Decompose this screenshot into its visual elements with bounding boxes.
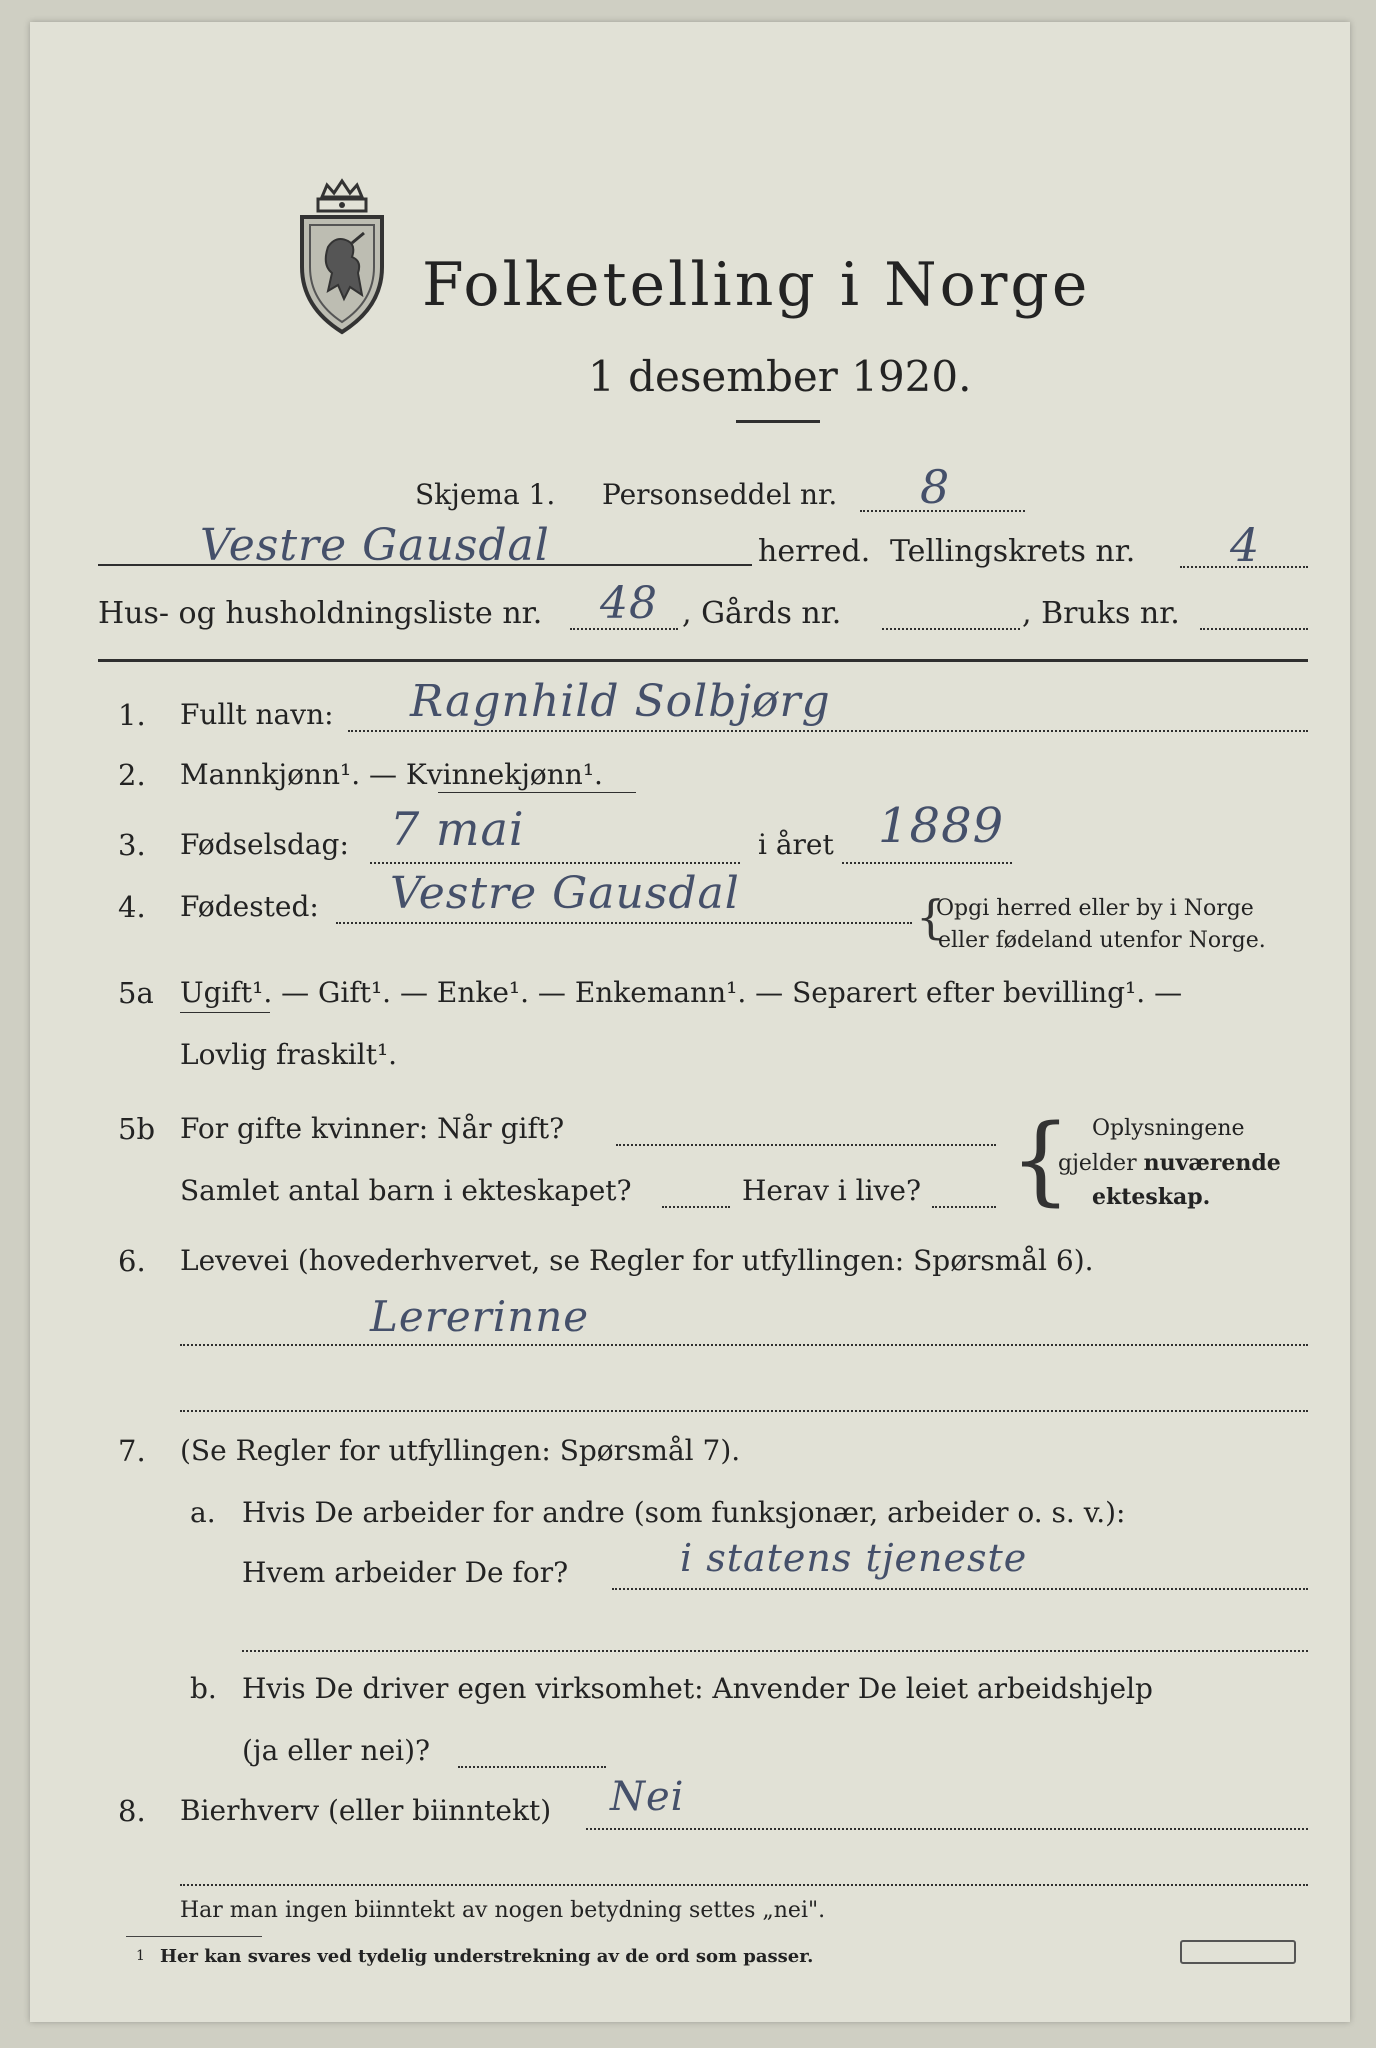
q1-value[interactable]: Ragnhild Solbjørg [410,676,831,727]
q7b-label2: (ja eller nei)? [242,1734,431,1767]
form-title: Folketelling i Norge [422,250,1091,320]
q7b-line [458,1766,606,1768]
census-form-page [30,22,1350,2022]
q3-year-value[interactable]: 1889 [878,798,1005,854]
footer-divider [126,1936,262,1937]
footnote-text: Her kan svares ved tydelig understrekning av de ord som passer. [160,1946,814,1967]
gards-label: , Gårds nr. [682,596,842,631]
q7b-number: b. [190,1672,217,1705]
printer-stamp [1180,1940,1296,1964]
q4-value[interactable]: Vestre Gausdal [390,868,740,919]
q5b-label: For gifte kvinner: Når gift? [180,1112,565,1145]
gards-line [882,628,1020,630]
q1-line [348,730,1308,732]
bruks-label: , Bruks nr. [1022,596,1180,631]
q7a-value[interactable]: i statens tjeneste [680,1536,1028,1580]
q4-note-brace: { [916,890,946,944]
q8-label: Bierhverv (eller biinntekt) [180,1794,552,1827]
footnote-mark: 1 [136,1948,145,1964]
q6-number: 6. [118,1244,146,1278]
hus-label: Hus- og husholdningsliste nr. [98,596,543,631]
q5b-line-naar-gift [616,1144,996,1146]
q5b-note-line2b: nuværende [1143,1150,1281,1176]
q5a-label: Ugift¹. — Gift¹. — Enke¹. — Enkemann¹. — Separert efter bevilling¹. — [180,976,1183,1009]
q4-number: 4. [118,890,146,924]
q5b-note-line1: Oplysningene [1092,1116,1245,1141]
q3-line [370,862,740,864]
q5b-note-brace: { [1010,1104,1072,1216]
q7a-line1 [612,1588,1308,1590]
q3-label: Fødselsdag: [180,828,349,861]
q6-line2 [180,1410,1308,1412]
q5b-label3: Herav i live? [742,1174,921,1207]
q8-value[interactable]: Nei [610,1774,685,1820]
q5b-note-line3: ekteskap. [1092,1184,1211,1210]
tellingskrets-value[interactable]: 4 [1230,518,1261,572]
q5b-number: 5b [118,1112,156,1146]
q7a-line2 [242,1650,1308,1652]
norwegian-coat-of-arms-icon [292,177,392,337]
q3-value[interactable]: 7 mai [390,802,525,856]
q6-value[interactable]: Lererinne [370,1292,590,1341]
q5b-note-line2 [1058,1150,1281,1176]
form-date: 1 desember 1920. [588,352,972,401]
q1-number: 1. [118,698,146,732]
personseddel-value[interactable]: 8 [920,460,951,514]
q8-number: 8. [118,1794,146,1828]
herred-label: herred. [758,534,871,569]
footer-note: Har man ingen biinntekt av nogen betydning settes „nei". [180,1898,826,1923]
q2-number: 2. [118,758,146,792]
q7a-label: Hvis De arbeider for andre (som funksjonær, arbeider o. s. v.): [242,1496,1126,1529]
q5b-line-live [932,1206,996,1208]
q5b-note-line2a: gjelder [1058,1151,1144,1176]
q8-line2 [180,1884,1308,1886]
q5b-label2: Samlet antal barn i ekteskapet? [180,1174,632,1207]
bruks-line [1200,628,1308,630]
q4-note-line2: eller fødeland utenfor Norge. [938,928,1266,953]
q2-label: Mannkjønn¹. — Kvinnekjønn¹. [180,758,603,791]
hus-value[interactable]: 48 [600,578,658,629]
q2-underline-kvinnekjonn [438,792,636,793]
q7a-number: a. [190,1496,216,1529]
q5a-underline-ugift [180,1012,270,1013]
q5a-label2: Lovlig fraskilt¹. [180,1038,398,1071]
q4-label: Fødested: [180,890,319,923]
q1-label: Fullt navn: [180,698,334,731]
q5a-number: 5a [118,976,154,1010]
schema-label: Skjema 1. [415,478,556,511]
q7-number: 7. [118,1434,146,1468]
q4-line [336,922,912,924]
title-divider [736,420,820,423]
q3-year-label: i året [758,828,834,861]
q3-number: 3. [118,828,146,862]
tellingskrets-label: Tellingskrets nr. [890,534,1136,569]
q7b-label: Hvis De driver egen virksomhet: Anvender De leiet arbeidshjelp [242,1672,1153,1705]
q7a-label2: Hvem arbeider De for? [242,1556,569,1589]
header-separator [98,659,1308,662]
personseddel-label: Personseddel nr. [602,478,838,511]
q7-label: (Se Regler for utfyllingen: Spørsmål 7). [180,1434,741,1467]
q3-year-line [842,862,1012,864]
q5b-line-barn [662,1206,730,1208]
herred-value[interactable]: Vestre Gausdal [200,520,550,571]
q8-line1 [586,1828,1308,1830]
q6-line1 [180,1344,1308,1346]
q6-label: Levevei (hovederhvervet, se Regler for utfyllingen: Spørsmål 6). [180,1244,1094,1277]
q4-note-line1: Opgi herred eller by i Norge [936,896,1254,921]
